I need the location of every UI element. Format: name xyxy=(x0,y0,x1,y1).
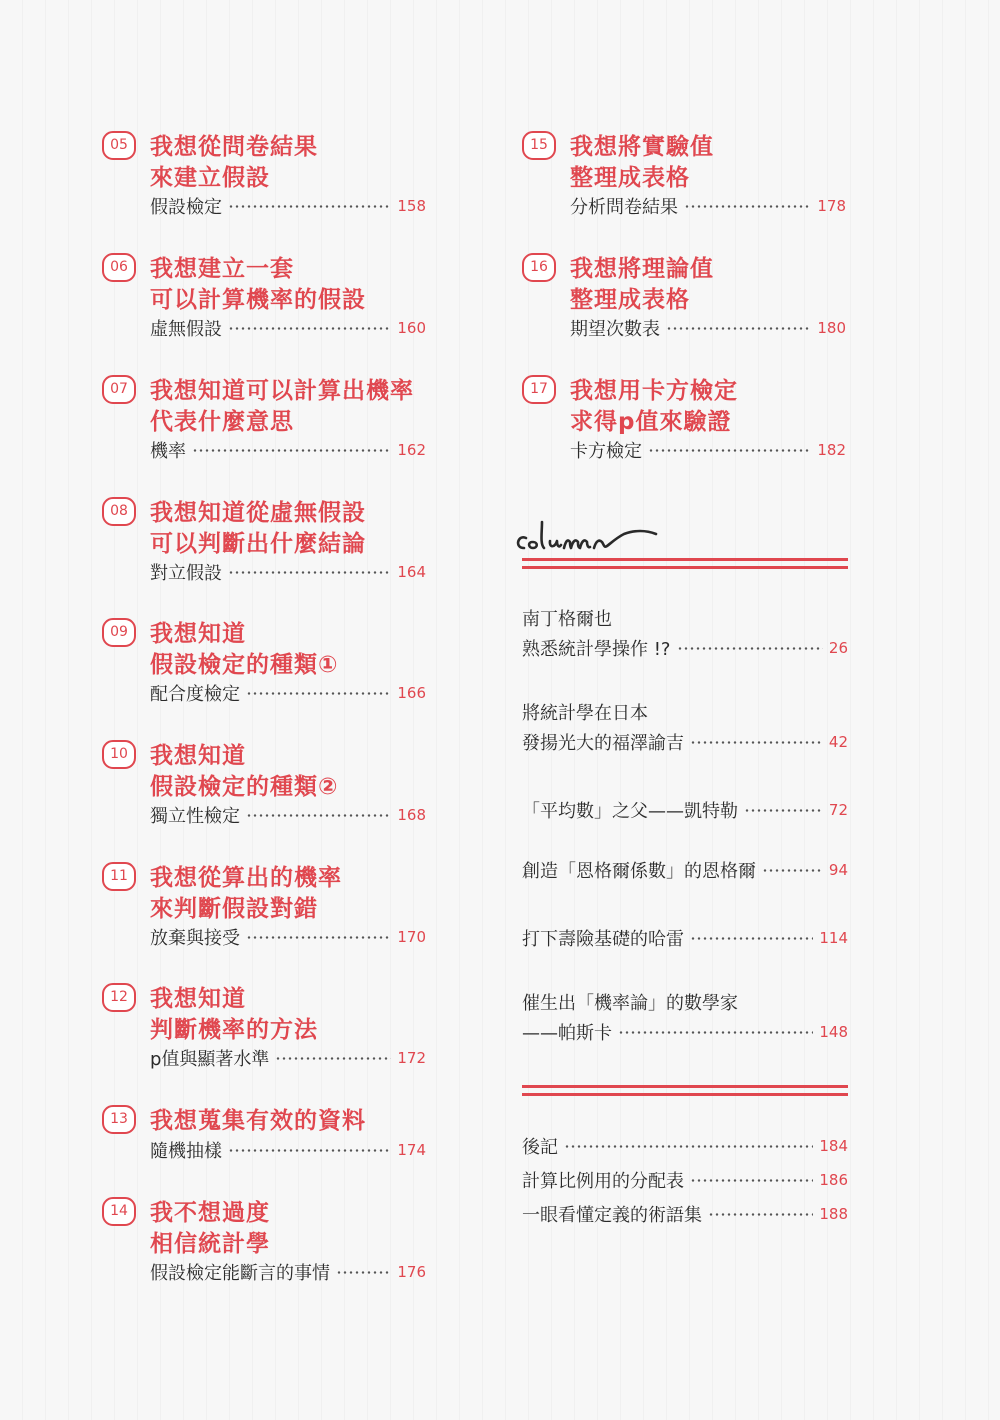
leader-dots xyxy=(690,741,823,744)
leader-dots xyxy=(618,1031,813,1034)
page-number: 72 xyxy=(828,801,848,819)
chapter-title: 我想從問卷結果 來建立假設 xyxy=(150,134,318,191)
page-number: 158 xyxy=(397,197,426,215)
column-entry[interactable] xyxy=(522,796,848,824)
page-number: 174 xyxy=(397,1141,426,1159)
chapter-title: 我想將理論值 整理成表格 xyxy=(570,256,714,313)
end-matter-row xyxy=(522,1132,848,1160)
chapter-topic: p值與顯著水準 xyxy=(150,1049,270,1070)
chapter-number-badge: 12 xyxy=(102,983,136,1012)
column-title-row xyxy=(522,856,848,884)
end-matter-row xyxy=(522,1166,848,1194)
leader-dots xyxy=(762,869,823,872)
chapter-number-badge: 17 xyxy=(522,375,556,404)
column-title-row xyxy=(522,796,848,824)
chapter-topic: 假設檢定能斷言的事情 xyxy=(150,1263,330,1284)
leader-dots xyxy=(228,327,391,330)
chapter-number-badge: 16 xyxy=(522,253,556,282)
leader-dots xyxy=(246,692,391,695)
chapter-topic-line xyxy=(150,925,426,949)
end-matter-entry[interactable] xyxy=(522,1200,848,1228)
chapter-number-badge: 15 xyxy=(522,131,556,160)
end-matter-title: 後記 xyxy=(522,1137,558,1158)
chapter-topic-line xyxy=(150,681,426,705)
page-number: 170 xyxy=(397,928,426,946)
chapter-topic-line xyxy=(570,316,846,340)
chapter-topic-line xyxy=(150,438,426,462)
page-number: 180 xyxy=(817,319,846,337)
column-title-line: 催生出「機率論」的數學家 xyxy=(522,993,738,1014)
column-entry[interactable] xyxy=(522,700,848,756)
chapter-topic-line xyxy=(150,316,426,340)
page-number: 26 xyxy=(828,639,848,657)
leader-dots xyxy=(690,937,813,940)
chapter-title: 我想從算出的機率 來判斷假設對錯 xyxy=(150,865,342,922)
page-number: 172 xyxy=(397,1049,426,1067)
chapter-number-badge: 08 xyxy=(102,497,136,526)
end-matter-entry[interactable] xyxy=(522,1132,848,1160)
chapter-number-badge: 06 xyxy=(102,253,136,282)
page-number: 164 xyxy=(397,563,426,581)
chapter-topic-line xyxy=(570,438,846,462)
chapter-topic-line xyxy=(150,560,426,584)
leader-dots xyxy=(246,936,391,939)
chapter-number-badge: 05 xyxy=(102,131,136,160)
chapter-topic: 放棄與接受 xyxy=(150,928,240,949)
column-title: 打下壽險基礎的哈雷 xyxy=(522,929,684,950)
chapter-number-badge: 07 xyxy=(102,375,136,404)
leader-dots xyxy=(336,1271,391,1274)
column-entry[interactable] xyxy=(522,924,848,952)
column-title-line: 南丁格爾也 xyxy=(522,609,612,630)
page-number: 162 xyxy=(397,441,426,459)
chapter-title: 我不想過度 相信統計學 xyxy=(150,1200,270,1257)
chapter-topic: 假設檢定 xyxy=(150,197,222,218)
chapter-topic: 對立假設 xyxy=(150,563,222,584)
chapter-topic: 隨機抽樣 xyxy=(150,1141,222,1162)
column-heading-logo xyxy=(512,508,672,560)
chapter-topic: 卡方檢定 xyxy=(570,441,642,462)
column-title-row xyxy=(522,924,848,952)
page-number: 94 xyxy=(828,861,848,879)
leader-dots xyxy=(192,449,391,452)
page-number: 160 xyxy=(397,319,426,337)
leader-dots xyxy=(684,205,811,208)
end-matter-row xyxy=(522,1200,848,1228)
chapter-topic-line xyxy=(150,803,426,827)
column-title: ——帕斯卡 xyxy=(522,1023,612,1044)
column-entry[interactable] xyxy=(522,606,848,662)
page-number: 114 xyxy=(819,929,848,947)
leader-dots xyxy=(246,814,391,817)
page-number: 182 xyxy=(817,441,846,459)
chapter-title: 我想用卡方檢定 求得p值來驗證 xyxy=(570,378,738,435)
column-title: 「平均數」之父——凱特勒 xyxy=(522,801,738,822)
chapter-topic: 機率 xyxy=(150,441,186,462)
chapter-topic: 配合度檢定 xyxy=(150,684,240,705)
end-matter-title: 一眼看懂定義的術語集 xyxy=(522,1205,702,1226)
chapter-number-badge: 10 xyxy=(102,740,136,769)
chapter-topic-line xyxy=(150,194,426,218)
column-title: 創造「恩格爾係數」的恩格爾 xyxy=(522,861,756,882)
leader-dots xyxy=(744,809,823,812)
column-entry[interactable] xyxy=(522,856,848,884)
column-entry[interactable] xyxy=(522,990,848,1046)
page-number: 184 xyxy=(819,1137,848,1155)
chapter-topic-line xyxy=(150,1260,426,1284)
chapter-topic: 獨立性檢定 xyxy=(150,806,240,827)
column-title-row xyxy=(522,634,848,662)
leader-dots xyxy=(690,1179,813,1182)
chapter-title: 我想蒐集有效的資料 xyxy=(150,1108,366,1134)
column-title-row xyxy=(522,1018,848,1046)
chapter-number-badge: 09 xyxy=(102,618,136,647)
leader-dots xyxy=(228,1149,391,1152)
chapter-topic-line xyxy=(570,194,846,218)
end-matter-entry[interactable] xyxy=(522,1166,848,1194)
chapter-number-badge: 14 xyxy=(102,1197,136,1226)
chapter-topic: 虛無假設 xyxy=(150,319,222,340)
chapter-title: 我想知道 假設檢定的種類① xyxy=(150,621,339,678)
column-title: 熟悉統計學操作 !? xyxy=(522,639,671,660)
chapter-title: 我想建立一套 可以計算機率的假設 xyxy=(150,256,366,313)
column-bottom-rule xyxy=(522,1085,848,1096)
page-number: 166 xyxy=(397,684,426,702)
chapter-topic-line xyxy=(150,1046,426,1070)
chapter-title: 我想知道從虛無假設 可以判斷出什麼結論 xyxy=(150,500,366,557)
leader-dots xyxy=(648,449,811,452)
chapter-number-badge: 11 xyxy=(102,862,136,891)
page-number: 178 xyxy=(817,197,846,215)
leader-dots xyxy=(228,571,391,574)
page-number: 168 xyxy=(397,806,426,824)
page-number: 42 xyxy=(828,733,848,751)
column-title-row xyxy=(522,728,848,756)
column-title: 發揚光大的福澤諭吉 xyxy=(522,733,684,754)
page-number: 176 xyxy=(397,1263,426,1281)
chapter-title: 我想知道 判斷機率的方法 xyxy=(150,986,318,1043)
column-title-line: 將統計學在日本 xyxy=(522,703,648,724)
leader-dots xyxy=(677,647,823,650)
chapter-title: 我想知道可以計算出機率 代表什麼意思 xyxy=(150,378,414,435)
leader-dots xyxy=(666,327,811,330)
chapter-topic: 分析問卷結果 xyxy=(570,197,678,218)
chapter-topic: 期望次數表 xyxy=(570,319,660,340)
page-number: 148 xyxy=(819,1023,848,1041)
end-matter-title: 計算比例用的分配表 xyxy=(522,1171,684,1192)
chapter-title: 我想將實驗值 整理成表格 xyxy=(570,134,714,191)
chapter-title: 我想知道 假設檢定的種類② xyxy=(150,743,339,800)
leader-dots xyxy=(228,205,391,208)
chapter-number-badge: 13 xyxy=(102,1105,136,1134)
page-number: 188 xyxy=(819,1205,848,1223)
leader-dots xyxy=(564,1145,813,1148)
column-top-rule xyxy=(522,558,848,569)
chapter-topic-line xyxy=(150,1138,426,1162)
leader-dots xyxy=(708,1213,813,1216)
page-number: 186 xyxy=(819,1171,848,1189)
leader-dots xyxy=(275,1057,391,1060)
